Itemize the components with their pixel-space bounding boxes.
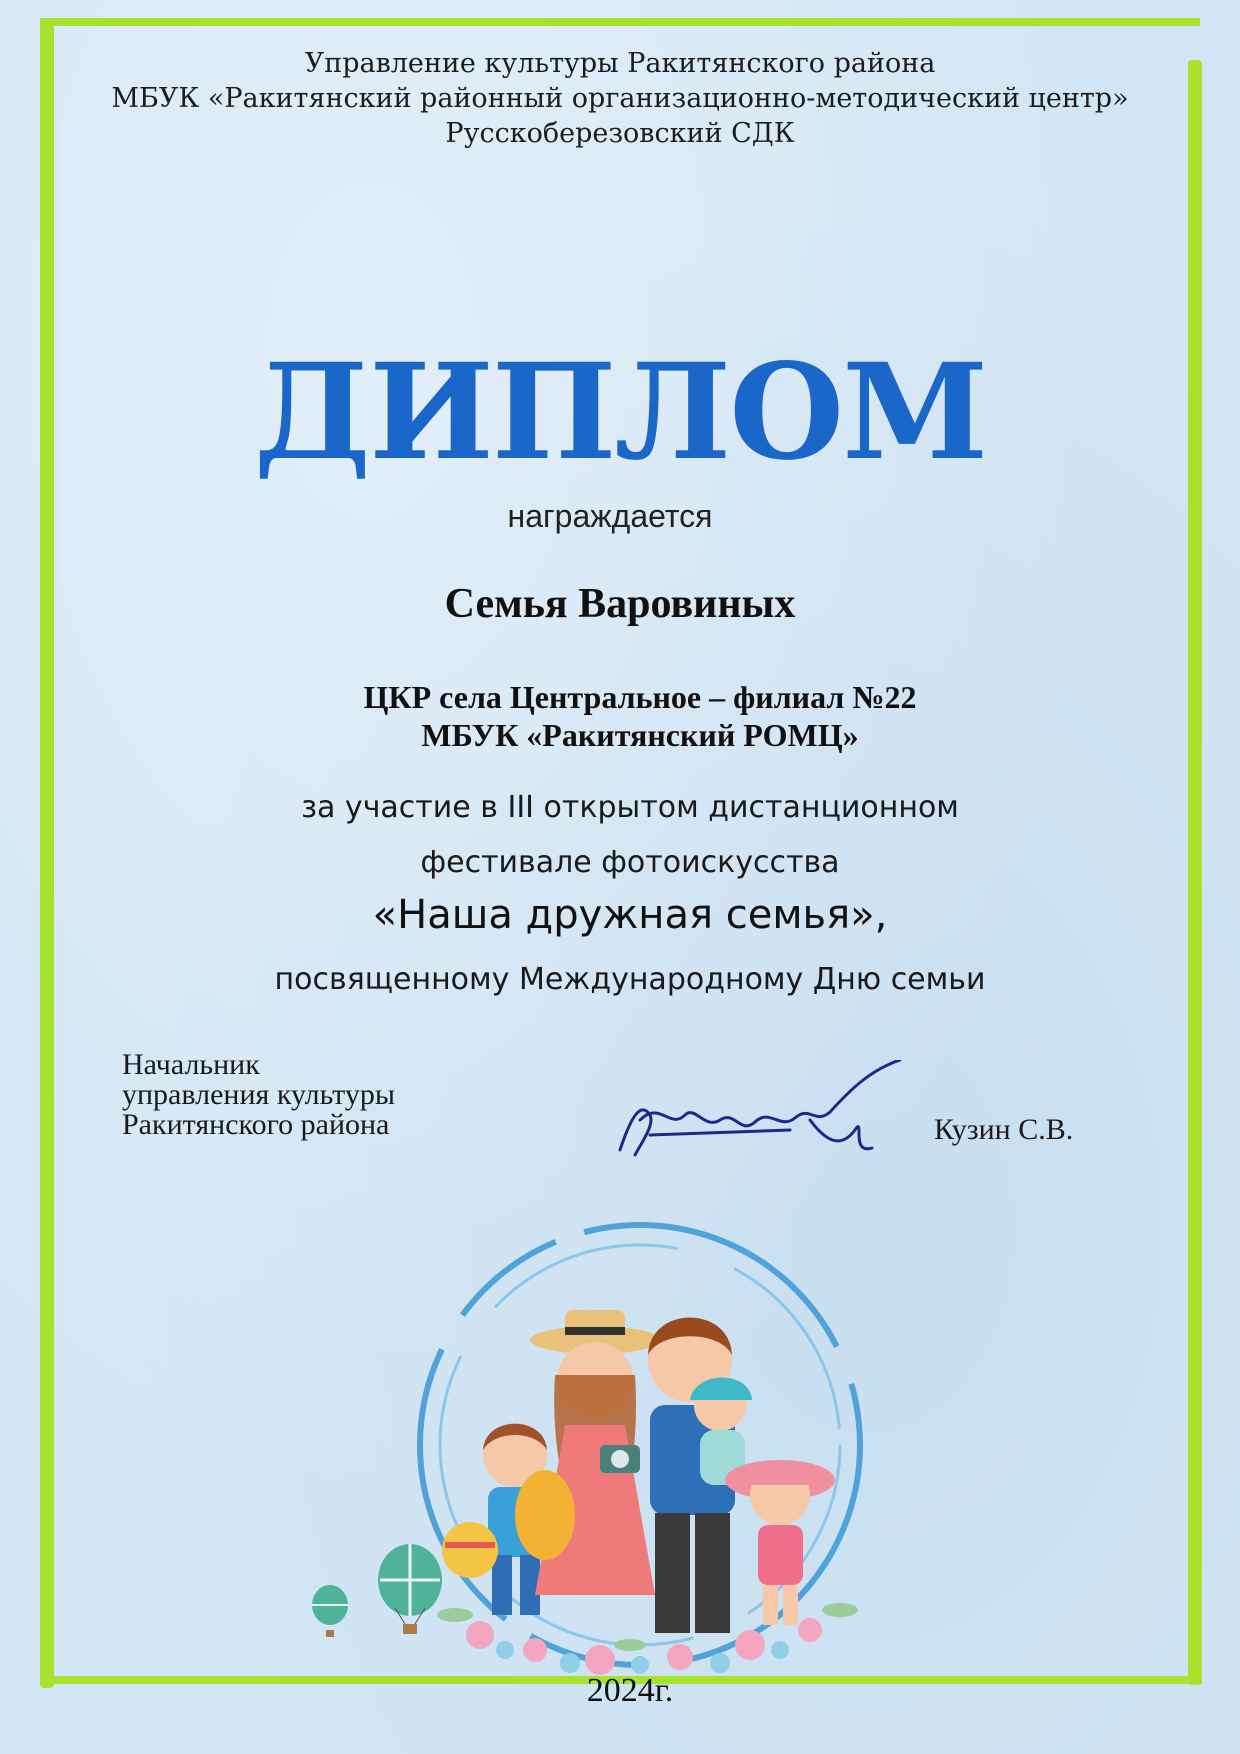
- reason-line-2: фестивале фотоискусства: [420, 845, 840, 880]
- hot-air-balloons-icon: [300, 1540, 470, 1660]
- recipient-name: Семья Варовиных: [444, 581, 796, 627]
- signer-title-line-1: Начальник: [122, 1048, 260, 1081]
- frame-top-border: [40, 18, 1200, 26]
- frame-left-border: [40, 18, 54, 1688]
- signer-title: [122, 1050, 395, 1140]
- signer-name: Кузин С.В.: [934, 1113, 1074, 1146]
- festival-name: «Наша дружная семья»,: [372, 892, 888, 938]
- organization-line-2: МБУК «Ракитянский РОМЦ»: [421, 717, 859, 753]
- issuer-header: [60, 46, 1180, 151]
- dedication-text: посвященному Международному Дню семьи: [274, 962, 986, 997]
- issuer-line-2: МБУК «Ракитянский районный организационно-методический центр»: [111, 83, 1129, 114]
- year-text: 2024г.: [586, 1672, 674, 1709]
- signer-title-line-3: Ракитянского района: [122, 1108, 390, 1141]
- recipient-organization: [60, 678, 1220, 754]
- reason-line-1: за участие в III открытом дистанционном: [301, 790, 959, 825]
- issuer-line-3: Русскоберезовский СДК: [445, 118, 795, 149]
- award-reason: [60, 780, 1200, 890]
- diploma-title: ДИПЛОМ: [253, 335, 987, 490]
- organization-line-1: ЦКР села Центральное – филиал №22: [363, 679, 917, 715]
- awarded-text: награждается: [507, 498, 713, 534]
- signer-title-line-2: управления культуры: [122, 1078, 396, 1111]
- issuer-line-1: Управление культуры Ракитянского района: [304, 48, 936, 79]
- signature: [610, 1060, 930, 1170]
